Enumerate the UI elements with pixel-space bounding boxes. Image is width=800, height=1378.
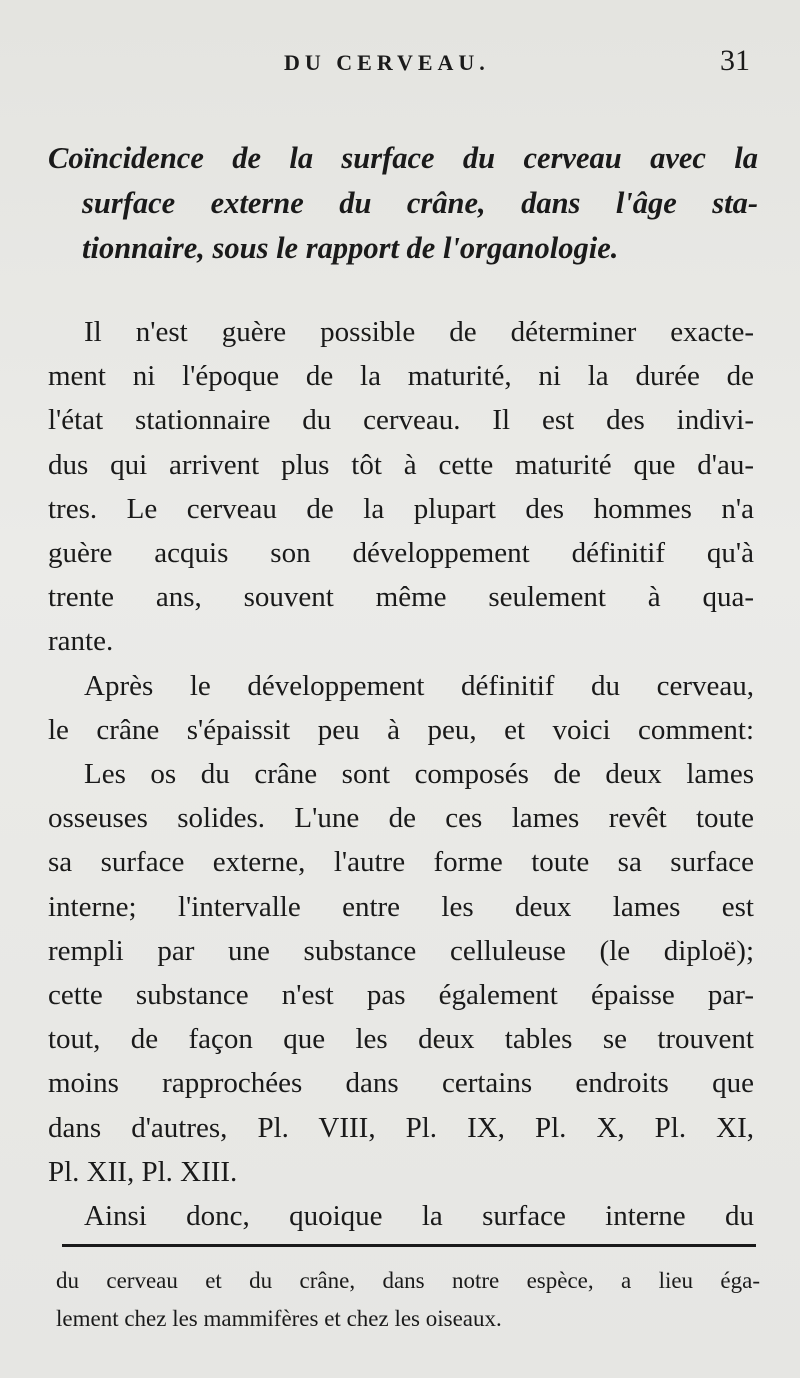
body-line: ment ni l'époque de la maturité, ni la durée de: [48, 360, 754, 393]
page-header: [0, 44, 800, 84]
body-line: osseuses solides. L'une de ces lames revêt toute: [48, 802, 754, 835]
body-line: rempli par une substance celluleuse (le diploë);: [48, 934, 754, 967]
section-title-line: surface externe du crâne, dans l'âge sta-: [82, 186, 758, 220]
body-line: moins rapprochées dans certains endroits que: [48, 1067, 754, 1100]
footnote-rule: [62, 1244, 756, 1247]
body-line: Après le développement définitif du cerveau,: [84, 669, 754, 702]
body-text: [48, 310, 754, 1238]
body-line: tres. Le cerveau de la plupart des hommes n'a: [48, 492, 754, 525]
body-line: Les os du crâne sont composés de deux lames: [84, 758, 754, 791]
body-line: guère acquis son développement définitif qu'à: [48, 537, 754, 570]
body-line: Ainsi donc, quoique la surface interne du: [84, 1200, 754, 1233]
body-line: Il n'est guère possible de déterminer exacte-: [84, 316, 754, 348]
section-title-line: Coïncidence de la surface du cerveau avec la: [48, 141, 758, 175]
body-line: cette substance n'est pas également épaisse par-: [48, 979, 754, 1012]
body-line: le crâne s'épaissit peu à peu, et voici comment:: [48, 713, 754, 746]
page-number: 31: [720, 44, 750, 77]
footnote-line: lement chez les mammifères et chez les oiseaux.: [56, 1306, 502, 1331]
running-title: DU CERVEAU.: [284, 50, 490, 75]
body-line: l'état stationnaire du cerveau. Il est des indivi-: [48, 404, 754, 437]
footnote-line: du cerveau et du crâne, dans notre espèce, a lieu éga-: [56, 1268, 760, 1293]
body-line: rante.: [48, 625, 114, 658]
body-line: trente ans, souvent même seulement à qua-: [48, 581, 754, 614]
section-title: [48, 136, 758, 271]
body-line: sa surface externe, l'autre forme toute sa surface: [48, 846, 754, 879]
body-line: dus qui arrivent plus tôt à cette maturité que d'au-: [48, 448, 754, 481]
body-line: interne; l'intervalle entre les deux lames est: [48, 890, 754, 923]
body-line: Pl. XII, Pl. XIII.: [48, 1155, 238, 1188]
section-title-line: tionnaire, sous le rapport de l'organologie.: [82, 231, 619, 265]
body-line: dans d'autres, Pl. VIII, Pl. IX, Pl. X, Pl. XI,: [48, 1111, 754, 1144]
body-line: tout, de façon que les deux tables se trouvent: [48, 1023, 754, 1056]
footnote: [56, 1262, 760, 1338]
